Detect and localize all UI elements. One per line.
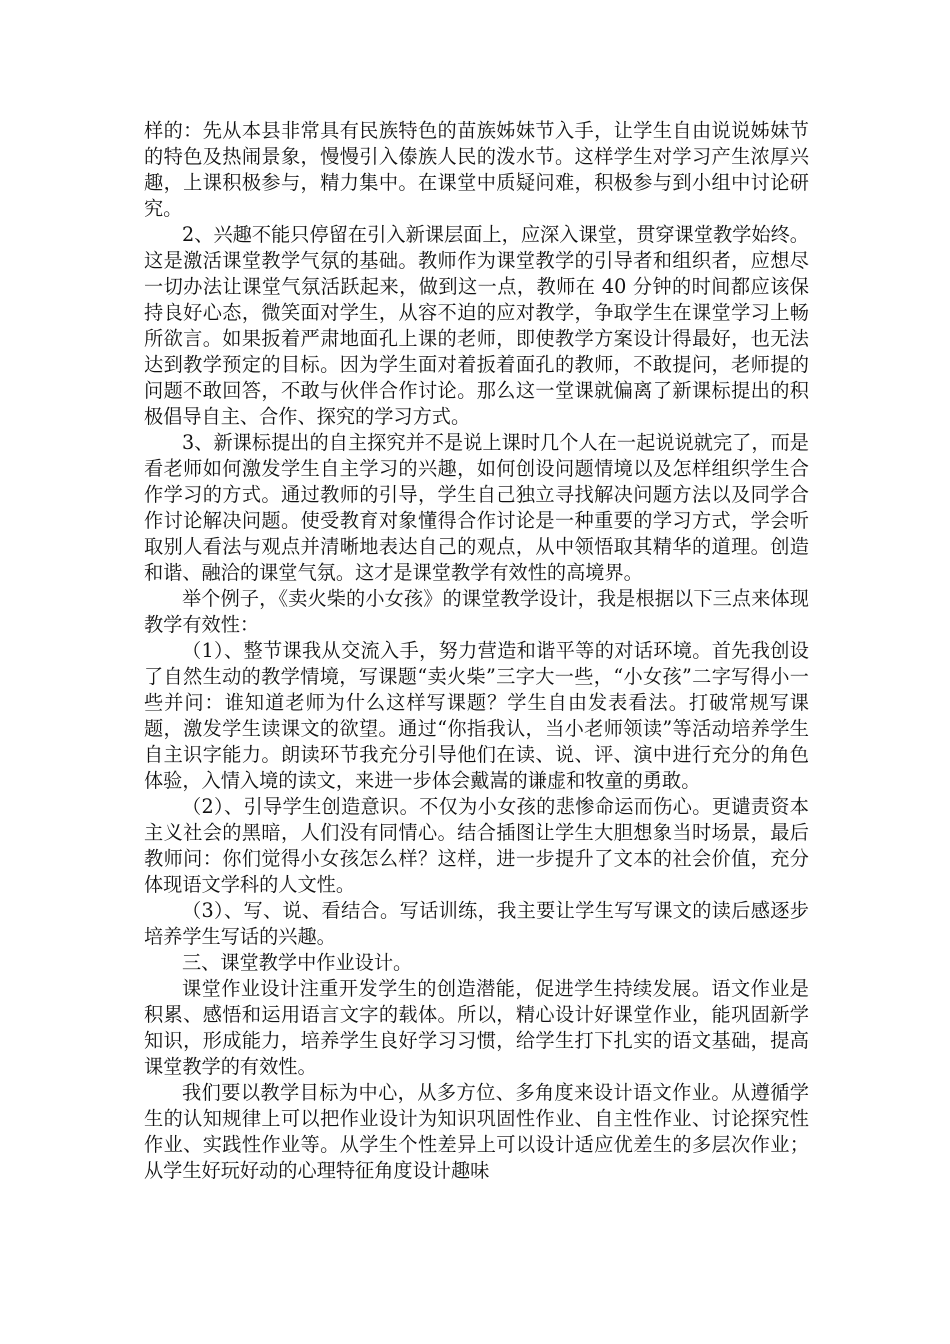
- document-page: [144, 118, 809, 1184]
- paragraph-4: 举个例子，《卖火柴的小女孩》的课堂教学设计，我是根据以下三点来体现教学有效性：: [144, 587, 809, 636]
- paragraph-3: 3、新课标提出的自主探究并不是说上课时几个人在一起说说就完了，而是看老师如何激发学生自主学习的兴趣，如何创设问题情境以及怎样组织学生合作学习的方式。通过教师的引导，学生自己独立寻找解决问题方法以及同学合作讨论解决问题。使受教育对象懂得合作讨论是一种重要的学习方式，学会听取别人看法与观点并清晰地表达自己的观点，从中领悟取其精华的道理。创造和谐、融洽的课堂气氛。这才是课堂教学有效性的高境界。: [144, 431, 809, 584]
- paragraph-6: （2）、引导学生创造意识。不仅为小女孩的悲惨命运而伤心。更谴责资本主义社会的黑暗，人们没有同情心。结合插图让学生大胆想象当时场景，最后教师问：你们觉得小女孩怎么样？这样，进一步提升了文本的社会价值，充分体现语文学科的人文性。: [144, 795, 809, 896]
- paragraph-10: 我们要以教学目标为中心，从多方位、多角度来设计语文作业。从遵循学生的认知规律上可以把作业设计为知识巩固性作业、自主性作业、讨论探究性作业、实践性作业等。从学生个性差异上可以设计适应优差生的多层次作业；从学生好玩好动的心理特征角度设计趣味: [144, 1081, 809, 1182]
- paragraph-1: 样的：先从本县非常具有民族特色的苗族姊妹节入手，让学生自由说说姊妹节的特色及热闹景象，慢慢引入傣族人民的泼水节。这样学生对学习产生浓厚兴趣，上课积极参与，精力集中。在课堂中质疑问难，积极参与到小组中讨论研究。: [144, 119, 809, 220]
- paragraph-5: （1）、整节课我从交流入手，努力营造和谐平等的对话环境。首先我创设了自然生动的教学情境，写课题“卖火柴”三字大一些，“小女孩”二字写得小一些并问：谁知道老师为什么这样写课题？学生自由发表看法。打破常规写课题，激发学生读课文的欲望。通过“你指我认，当小老师领读”等活动培养学生自主识字能力。朗读环节我充分引导他们在读、说、评、演中进行充分的角色体验，入情入境的读文，来进一步体会戴嵩的谦虚和牧童的勇敢。: [144, 639, 809, 792]
- paragraph-9: 课堂作业设计注重开发学生的创造潜能，促进学生持续发展。语文作业是积累、感悟和运用语言文字的载体。所以，精心设计好课堂作业，能巩固新学知识，形成能力，培养学生良好学习习惯，给学生打下扎实的语文基础，提高课堂教学的有效性。: [144, 977, 809, 1078]
- paragraph-7: （3）、写、说、看结合。写话训练，我主要让学生写写课文的读后感逐步培养学生写话的兴趣。: [144, 899, 809, 948]
- section-heading: 三、课堂教学中作业设计。: [182, 951, 413, 974]
- paragraph-2: 2、兴趣不能只停留在引入新课层面上，应深入课堂，贯穿课堂教学始终。这是激活课堂教学气氛的基础。教师作为课堂教学的引导者和组织者，应想尽一切办法让课堂气氛活跃起来，做到这一点，教师在 40 分钟的时间都应该保持良好心态，微笑面对学生，从容不迫的应对教学，争取学生在课堂学习上畅所欲言。如果扳着严肃地面孔上课的老师，即使教学方案设计得最好，也无法达到教学预定的目标。因为学生面对着扳着面孔的教师，不敢提问，老师提的问题不敢回答，不敢与伙伴合作讨论。那么这一堂课就偏离了新课标提出的积极倡导自主、合作、探究的学习方式。: [144, 223, 809, 428]
